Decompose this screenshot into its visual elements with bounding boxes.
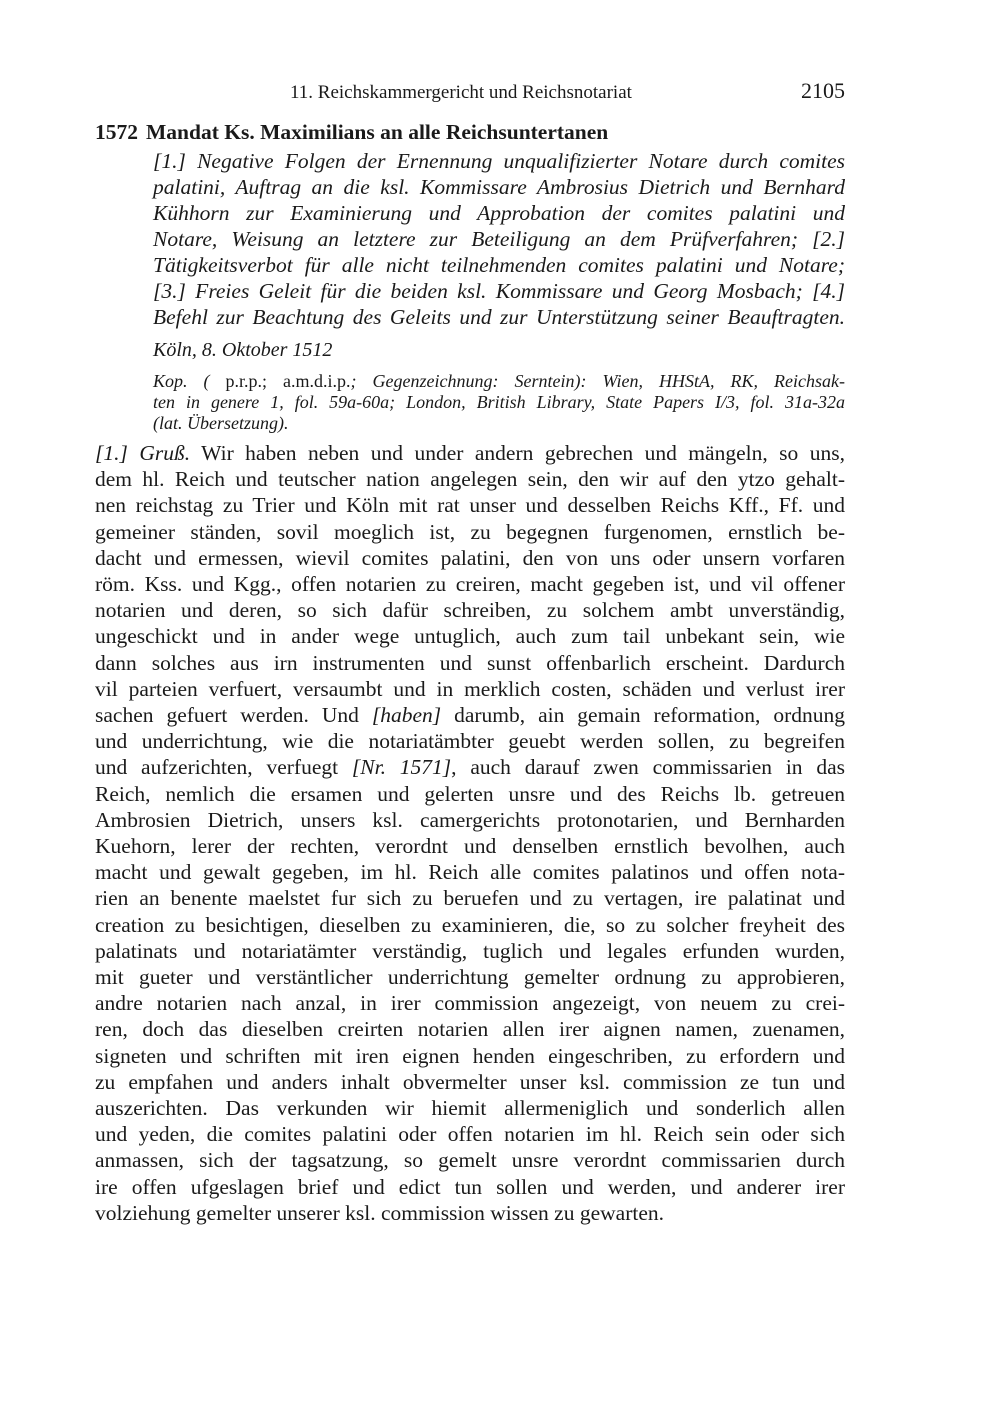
body-line: dacht und ermessen, wievil comites palatini, den von uns oder unsern vorfaren [95,545,845,570]
body-line: nen reichstag zu Trier und Köln mit rat unser und desselben Reichs Kff., Ff. und [95,493,845,518]
body-line: Kuehorn, lerer der rechten, verordnt und denselben ernstlich bevolhen, auch [95,834,845,859]
regest-line: Tätigkeitsverbot für alle nicht teilnehmenden comites palatini und Notare; [153,253,845,277]
body-line: und yeden, die comites palatini oder offen notarien im hl. Reich sein oder sich [95,1122,845,1147]
body-line: ren, doch das dieselben creirten notarien allen irer aignen namen, zuenamen, [95,1017,845,1042]
document-title: Mandat Ks. Maximilians an alle Reichsuntertanen [146,120,609,144]
running-head-title: 11. Reichskammergericht und Reichsnotariat [290,82,632,103]
body-line: creation zu besichtigen, dieselben zu examinieren, die, so zu solcher freyheit des [95,912,845,937]
regest-line: Befehl zur Beachtung des Geleits und zur Unterstützung seiner Beauftragten. [153,305,845,329]
body-line: dem hl. Reich und teutscher nation angelegen sein, den wir auf den ytzo gehalt- [95,467,845,492]
source-line: (lat. Übersetzung). [153,413,289,433]
source-line: ten in genere 1, fol. 59a-60a; London, British Library, State Papers I/3, fol. 31a-32a [153,392,845,412]
regest-line: [1.] Negative Folgen der Ernennung unqualifizierter Notare durch comites [153,149,845,173]
editorial-insertion: [haben] [371,703,442,728]
body-line: anmassen, sich der tagsatzung, so gemelt unsre verordnt commissarien durch [95,1148,845,1173]
page-number: 2105 [801,78,845,103]
source-note [153,371,845,434]
body-line: ire offen ufgeslagen brief und edict tun sollen und werden, und anderer irer [95,1174,845,1199]
body-line: vil parteien verfuert, versaumbt und in merklich costen, schäden und verlust irer [95,676,845,701]
document-heading [95,118,845,146]
body-line: zu empfahen und anders inhalt obvermelter unser ksl. commission ze tun und [95,1069,845,1094]
body-line: volziehung gemelter unserer ksl. commission wissen zu gewarten. [95,1200,665,1225]
regest-line: [3.] Freies Geleit für die beiden ksl. Kommissare und Georg Mosbach; [4.] [153,279,845,303]
body-line: Ambrosien Dietrich, unsers ksl. camergerichts protonotarien, und Bernharden [95,807,845,832]
document-page [95,76,845,1226]
body-line: sachen gefuert werden. Und [haben] darumb, ain gemain reformation, ordnung [95,703,846,728]
body-line: ungeschickt und in ander wege untuglich, auch zum tail unbekant sein, wie [95,624,845,649]
body-text [95,440,845,1226]
body-line: mit gueter und verstäntlicher underrichtung gemelter ordnung zu approbieren, [95,965,845,990]
body-line: auszerichten. Das verkunden wir hiemit allermeniglich und sonderlich allen [95,1096,845,1121]
body-line: rien an benente maelstet fur sich zu beruefen und zu vertagen, ire palatinat und [95,886,845,911]
body-line: Reich, nemlich die ersamen und gelerten unsre und des Reichs lb. getreuen [95,781,845,806]
body-line: und aufzerichten, verfuegt [Nr. 1571], auch darauf zwen commissarien in das [95,755,846,780]
body-line: dann solches aus irn instrumenten und sunst offenbarlich erscheint. Dardurch [95,650,845,675]
body-line: signeten und schriften mit iren eignen henden eingeschriben, zu erfordern und [95,1043,845,1068]
body-line: palatinats und notariatämter verständig, tuglich und legales erfunden wurden, [95,938,845,963]
regest-line: Kühhorn zur Examinierung und Approbation der comites palatini und [153,201,845,225]
body-line: und underrichtung, wie die notariatämbter geuebt werden sollen, zu begreifen [95,729,845,754]
document-number: 1572 [95,120,138,144]
regest-line: palatini, Auftrag an die ksl. Kommissare Ambrosius Dietrich und Bernhard [153,175,845,199]
body-line: andre notarien nach anzal, in irer commission angezeigt, von neuem zu crei- [95,991,845,1016]
source-line: Kop. ( p.r.p.; a.m.d.i.p.; Gegenzeichnung: Serntein): Wien, HHStA, RK, Reichsak- [153,371,845,391]
cross-reference: [Nr. 1571] [351,755,452,780]
body-line: notarien und deren, so sich dafür schreiben, zu solchem ambt unverständig, [95,598,845,623]
regest-line: Notare, Weisung an letztere zur Beteiligung an dem Prüfverfahren; [2.] [153,227,845,251]
document-date: Köln, 8. Oktober 1512 [153,339,333,361]
section-marker: [1.] Gruß. [95,441,191,465]
body-line: [1.] Gruß. Wir haben neben und under andern gebrechen und mängeln, so uns, [95,441,845,465]
body-line: macht und gewalt gegeben, im hl. Reich alle comites palatinos und offen nota- [95,860,845,885]
running-head [95,76,845,110]
body-line: röm. Kss. und Kgg., offen notarien zu creiren, macht gegeben ist, und vil offener [95,572,845,597]
regest [153,148,845,330]
body-line: gemeiner ständen, sovil moeglich ist, zu begegnen furgenomen, ernstlich be- [95,519,845,544]
